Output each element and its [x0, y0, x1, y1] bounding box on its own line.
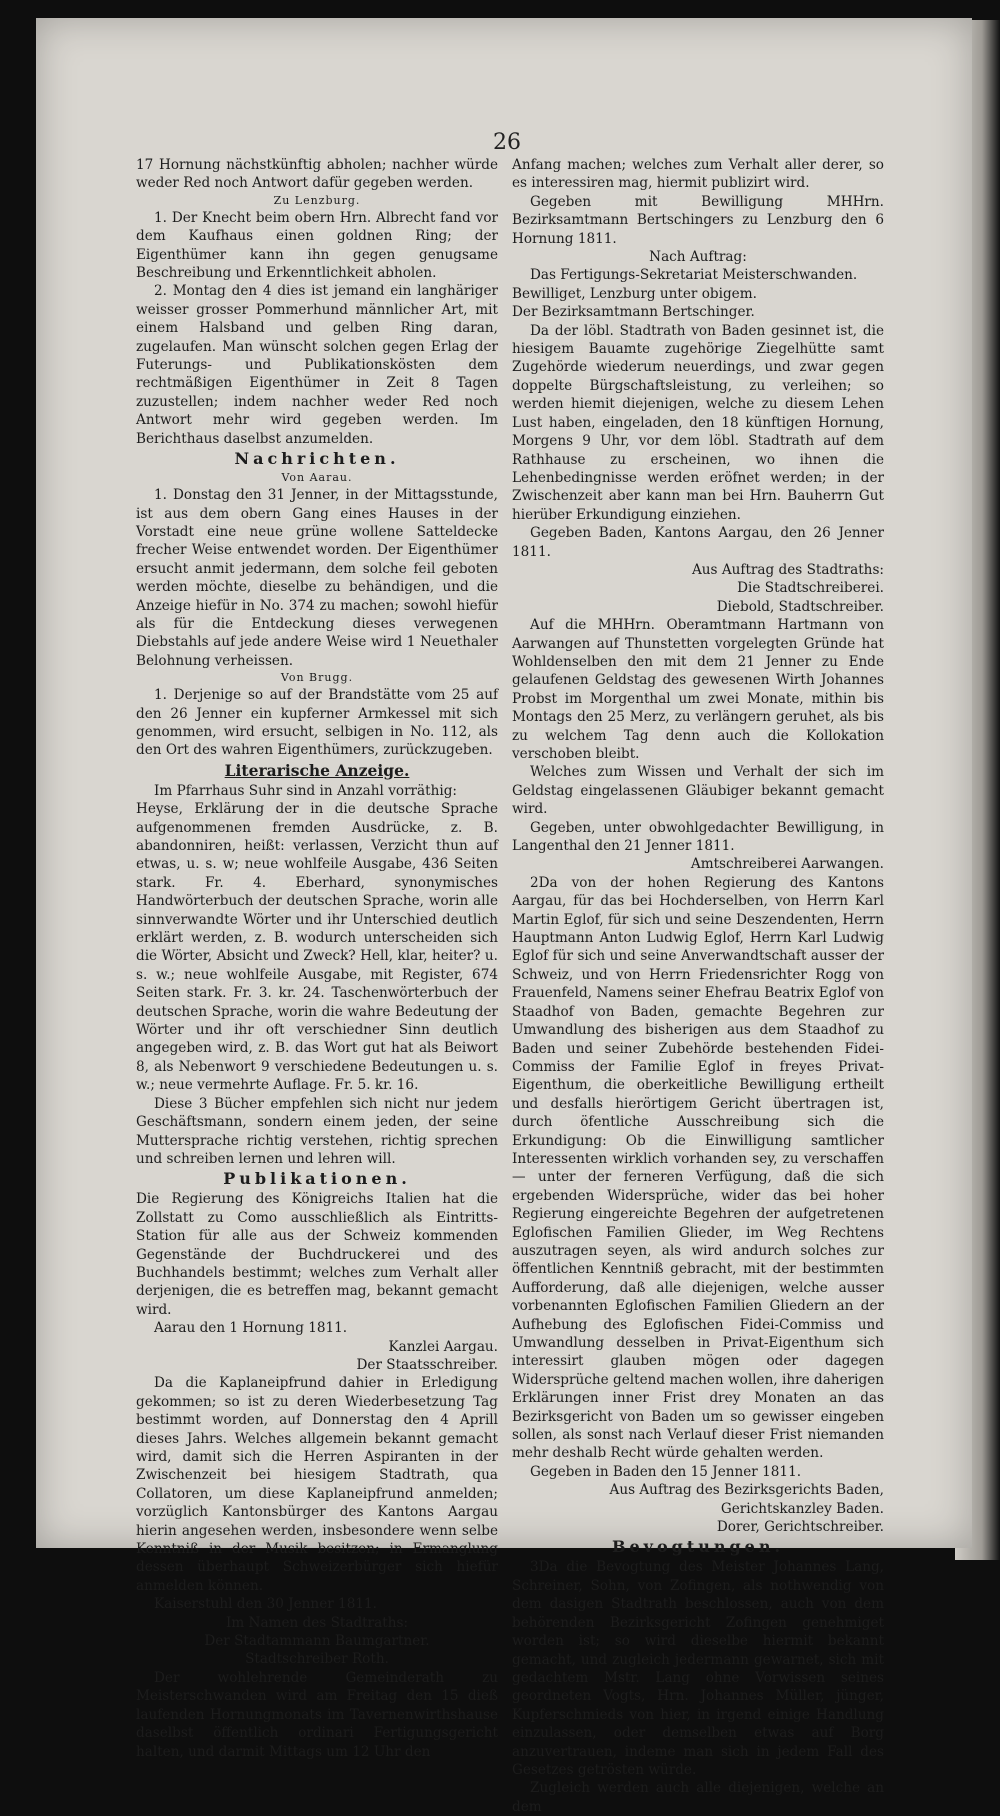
text-paragraph: Diebold, Stadtschreiber. — [716, 598, 884, 615]
text-paragraph: Stadtschreiber Roth. — [245, 1651, 389, 1668]
text-paragraph: Welches zum Wissen und Verhalt der sich im Geldstag eingelassenen Gläubiger bekannt gemacht wird. — [512, 764, 884, 818]
text-paragraph: Dorer, Gerichtschreiber. — [716, 1519, 884, 1536]
text-paragraph: 2Da von der hohen Regierung des Kantons Aargau, für das bei Hochderselben, von Herrn Karl Martin Eglof, für sich und seine Deszendenten, Herrn Hauptmann Anton Ludwig Eglof, Herrn Karl Ludwig Eglof für sich und seine Anverwandtschaft ausser der Schweiz, und von Herrn Friedensrichter Rogg von Frauenfeld, Namens seiner Ehefrau Beatrix Eglof von Staadhof von Baden, gemachte Begehren zur Umwandlung des bisherigen aus dem Staadhof zu Baden und seiner Zubehörde bestehenden Fidei-Commiss der Familie Eglof in freyes Privat-Eigenthum, die oberkeitliche Bewilligung ertheilt und desfalls hierörtigem Gericht übertragen ist, durch öfentliche Ausschreibung sich die Erkundigung: Ob die Einwilligung samtlicher Interessenten wirklich vorhanden sey, zu verschaffen — unter der ferneren Verfügung, daß die sich ergebenden Widersprüche, wider das bei hoher Regierung eingereichte Begehren der aufgetretenen Eglofischen Familien Glieder, im Weg Rechtens auszutragen seyen, als wird andurch solches zur öffentlichen Kenntniß gebracht, mit der bestimmten Aufforderung, daß alle diejenigen, welche ausser vorbenannten Eglofischen Familien Gliedern an der Aufhebung des Eglofischen Fidei-Commiss und Umwandlung desselben in Privat-Eigenthum sich interessirt glauben mögen oder dagegen Widersprüche geltend machen wollen, ihre daherigen Erklärungen inner Frist drey Monaten an das Bezirksgericht von Baden um so gewisser eingeben sollen, als sonst nach Verlauf dieser Frist niemanden mehr deshalb Recht würde gehalten werden. — [512, 874, 884, 1462]
text-paragraph: Zu Lenzburg. — [273, 193, 361, 207]
text-paragraph: Der Bezirksamtmann Bertschinger. — [512, 304, 755, 321]
text-paragraph: Da der löbl. Stadtrath von Baden gesinnet ist, die hiesigem Bauamte zugehörige Ziegelhütte samt Zugehörde wiederum neuerdings, und zwar gegen doppelte Bürgschaftsleistung, zu verleihen; so werden hiemit diejenigen, welche zu diesem Lehen Lust haben, eingeladen, den 18 künftigen Hornung, Morgens 9 Uhr, vor dem löbl. Stadtrath auf dem Rathhause zu erscheinen, wo ihnen die Lehenbedingnisse werden eröfnet werden; in der Zwischenzeit aber kann man bei Hrn. Bauherrn Gut hierüber Erkundigung einziehen. — [512, 322, 884, 523]
text-paragraph: Bewilliget, Lenzburg unter obigem. — [512, 285, 757, 302]
text-paragraph: 1. Derjenige so auf der Brandstätte vom 25 auf den 26 Jenner ein kupferner Armkessel mit sich genommen, wird ersucht, selbigen in No. 112, als den Ort des wahren Eigenthümers, zurückzugeben. — [136, 687, 498, 759]
left-column — [136, 156, 498, 1761]
text-paragraph: 3Da die Bevogtung des Meister Johannes Lang, Schreiner, Sohn, von Zofingen, als nothwendig von dem dasigen Stadtrath beschlossen, auch von dem behörenden Bezirksgericht Zofingen genehmiget worden ist; so wird dieselbe hiermit bekannt gemacht, und zugleich jedermann gewarnet, sich mit gedachtem Mstr. Lang ohne Vorwissen seines geordneten Vogts, Hrn. Johannes Müller, jünger, Kupferschmieds von hier, in irgend einige Handlung einzulassen, oder demselben etwas auf Borg anzuvertrauen, indeme man sich in jedem Fall des Gesetzes getrösten würde. — [512, 1559, 884, 1778]
text-paragraph: Im Pfarrhaus Suhr sind in Anzahl vorräthig: — [154, 782, 458, 799]
section-heading: Publikationen. — [223, 1169, 411, 1189]
text-paragraph: Gegeben Baden, Kantons Aargau, den 26 Jenner 1811. — [512, 525, 884, 560]
text-paragraph: Diese 3 Bücher empfehlen sich nicht nur jedem Geschäftsmann, sondern einem jeden, der seine Muttersprache richtig verstehen, richtig sprechen und schreiben lernen und lehren will. — [136, 1095, 498, 1167]
text-paragraph: Nach Auftrag: — [649, 249, 747, 266]
text-paragraph: 17 Hornung nächstkünftig abholen; nachher würde weder Red noch Antwort dafür gegeben werden. — [136, 157, 498, 192]
text-paragraph: Der Stadtammann Baumgartner. — [204, 1633, 430, 1650]
text-paragraph: Der Staatsschreiber. — [356, 1356, 498, 1373]
text-paragraph: Die Regierung des Königreichs Italien hat die Zollstatt zu Como ausschließlich als Eintritts-Station für alle aus der Schweiz kommenden Gegenstände der Buchdruckerei und des Buchhandels bestimmt; welches zum Verhalt aller derjenigen, die es betreffen mag, bekannt gemacht wird. — [136, 1191, 498, 1318]
right-column — [512, 156, 884, 1816]
text-paragraph: Gerichtskanzley Baden. — [720, 1500, 884, 1517]
text-paragraph: Aus Auftrag des Bezirksgerichts Baden, — [609, 1482, 884, 1499]
text-paragraph: Da die Kaplaneipfrund dahier in Erledigung gekommen; so ist zu deren Wiederbesetzung Tag bestimmt worden, auf Donnerstag den 4 Aprill dieses Jahrs. Welches allgemein bekannt gemacht wird, damit sich die Herren Aspiranten in der Zwischenzeit bei hiesigem Stadtrath, qua Collatoren, um diese Kaplaneipfrund anmelden; vorzüglich Kantonsbürger des Kantons Aargau hierin angesehen werden, insbesondere wenn selbe Kenntniß in der Musik besitzen; in Ermanglung dessen überhaupt Schweizerbürger sich hiefür anmelden können. — [136, 1375, 498, 1594]
text-paragraph: 1. Donstag den 31 Jenner, in der Mittagsstunde, ist aus dem obern Gang eines Hauses in der Vorstadt eine neue grüne wollene Satteldecke frecher Weise entwendet worden. Der Eigenthümer ersucht anmit jedermann, dem solche feil geboten werden möchte, dieselbe zu behändigen, und die Anzeige hiefür in No. 374 zu machen; sowohl hiefür als für die Entdeckung dieses verwegenen Diebstahls auf jede andere Weise wird 1 Neuethaler Belohnung verheissen. — [136, 487, 498, 669]
text-paragraph: Heyse, Erklärung der in die deutsche Sprache aufgenommenen fremden Ausdrücke, z. B. abandonniren, heißt: verlassen, Verzicht thun auf etwas, u. s. w; neue wohlfeile Ausgabe, 436 Seiten stark. Fr. 4. Eberhard, synonymisches Handwörterbuch der deutschen Sprache, worin alle sinnverwandte Wörter und ihr Unterschied deutlich erklärt werden, z. B. wodurch unterscheiden sich die Wörter, Absicht und Zweck? Hell, klar, heiter? u. s. w.; neue wohlfeile Ausgabe, mit Register, 674 Seiten stark. Fr. 3. kr. 24. Taschenwörterbuch der deutschen Sprache, worin die wahre Bedeutung der Wörter und ihr oft verschiedner Sinn deutlich angegeben wird, z. B. das Wort gut hat als Beiwort 8, als Nebenwort 9 verschiedene Bedeutungen u. s. w.; neue vermehrte Auflage. Fr. 5. kr. 16. — [136, 801, 498, 1094]
text-paragraph: Das Fertigungs-Sekretariat Meisterschwanden. — [530, 267, 858, 284]
text-paragraph: 1. Der Knecht beim obern Hrn. Albrecht fand vor dem Kaufhaus einen goldnen Ring; der Eigenthümer kann ihn gegen genugsame Beschreibung und Erkenntlichkeit abholen. — [136, 209, 498, 282]
page-number: 26 — [493, 130, 521, 155]
text-paragraph: Von Brugg. — [280, 671, 354, 685]
text-paragraph: 2. Montag den 4 dies ist jemand ein langhäriger weisser grosser Pommerhund männlicher Art, mit einem Halsband und gelben Ring daran, zugelaufen. Man wünscht solchen gegen Erlag der Futerungs- und Publikationskösten dem rechtmäßigen Eigenthümer in Zeit 8 Tagen zuzustellen; indem nachher weder Red noch Antwort mehr wird gegeben werden. Im Berichthaus daselbst anzumelden. — [136, 283, 498, 447]
text-paragraph: Der wohlehrende Gemeinderath zu Meisterschwanden wird am Freitag den 15 dieß laufenden Hornungmonats im Tavernenwirthshause daselbst öffentlich ordinari Fertigungsgericht halten, und darmit Mittags um 12 Uhr den — [136, 1669, 498, 1760]
text-paragraph: Auf die MHHrn. Oberamtmann Hartmann von Aarwangen auf Thunstetten vorgelegten Gründe hat Wohldenselben den mit dem 21 Jenner zu Ende gelaufenen Geldstag des gewesenen Wirth Johannes Probst im Morgenthal um zwei Monate, mithin bis Montags den 25 Merz, zu verlängern geruhet, als bis zu welchem Tag denn auch die Kollokation verschoben bleibt. — [512, 617, 884, 762]
text-paragraph: Amtschreiberei Aarwangen. — [690, 856, 884, 873]
text-paragraph: Im Namen des Stadtraths: — [225, 1614, 409, 1631]
text-paragraph: Aus Auftrag des Stadtraths: — [691, 561, 884, 578]
section-heading: Literarische Anzeige. — [224, 760, 410, 780]
text-paragraph: Aarau den 1 Hornung 1811. — [154, 1320, 348, 1337]
section-heading: Nachrichten. — [234, 449, 400, 469]
text-paragraph: Gegeben, unter obwohlgedachter Bewilligung, in Langenthal den 21 Jenner 1811. — [512, 819, 884, 855]
text-paragraph: Gegeben mit Bewilligung MHHrn. Bezirksamtmann Bertschingers zu Lenzburg den 6 Hornung 1811. — [512, 193, 884, 247]
text-paragraph: Kanzlei Aargau. — [388, 1338, 498, 1355]
text-paragraph: Anfang machen; welches zum Verhalt aller derer, so es interessiren mag, hiermit publizirt wird. — [512, 157, 884, 192]
text-paragraph: Von Aarau. — [281, 471, 353, 485]
text-paragraph: Gegeben in Baden den 15 Jenner 1811. — [530, 1463, 802, 1480]
section-heading: Bevogtungen. — [611, 1537, 785, 1557]
text-paragraph: Zugleich werden auch alle diejenigen, welche an dem — [512, 1780, 884, 1815]
text-paragraph: Kaiserstuhl den 30 Jenner 1811. — [154, 1596, 377, 1613]
text-paragraph: Die Stadtschreiberei. — [737, 580, 884, 597]
